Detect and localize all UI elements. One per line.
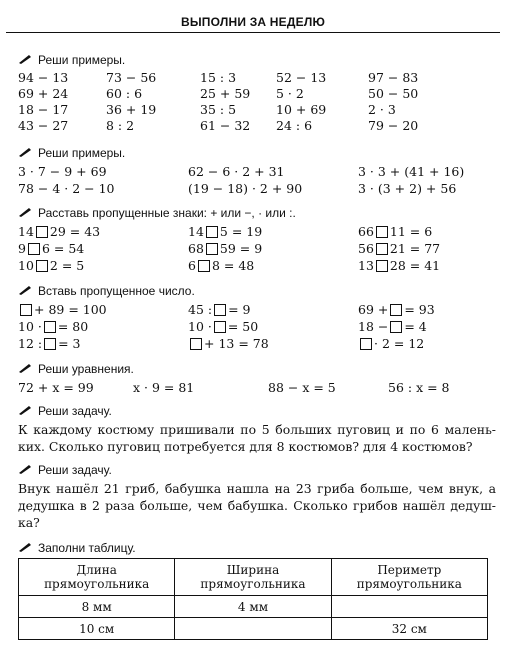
task-8-title: Заполни таблицу. xyxy=(38,541,136,555)
pencil-icon xyxy=(18,286,32,296)
pencil-icon xyxy=(18,543,32,553)
example: 3 · (3 + 2) + 56 xyxy=(358,181,457,196)
equation: 88 − x = 5 xyxy=(268,380,336,395)
example: 10 · = 80 xyxy=(18,319,89,334)
example: 78 − 4 · 2 − 10 xyxy=(18,181,115,196)
task-3-title: Расставь пропущенные знаки: + или −, · или :. xyxy=(38,206,296,220)
answer-box[interactable] xyxy=(44,338,56,350)
table-cell[interactable] xyxy=(331,596,487,618)
task-8 xyxy=(18,540,496,556)
page-title: ВЫПОЛНИ ЗА НЕДЕЛЮ xyxy=(180,15,326,29)
task-4-title: Вставь пропущенное число. xyxy=(38,284,195,298)
example: 10 2 = 5 xyxy=(18,258,85,273)
answer-box[interactable] xyxy=(376,260,388,272)
answer-box[interactable] xyxy=(206,243,218,255)
example: 66 11 = 6 xyxy=(358,224,433,239)
example: 69 + 24 xyxy=(18,86,69,101)
task-6-header xyxy=(18,403,496,419)
task-1-examples xyxy=(18,70,496,133)
answer-box[interactable] xyxy=(214,321,226,333)
example: 3 · 7 − 9 + 69 xyxy=(18,164,107,179)
answer-box[interactable] xyxy=(376,243,388,255)
task-8-header xyxy=(18,540,496,556)
pencil-icon xyxy=(18,208,32,218)
example: + 89 = 100 xyxy=(18,302,188,317)
example: 73 − 56 xyxy=(106,70,157,85)
pencil-icon xyxy=(18,364,32,374)
example: 94 − 13 xyxy=(18,70,69,85)
pencil-icon xyxy=(18,148,32,158)
table-header-row xyxy=(19,559,488,596)
example: 50 − 50 xyxy=(368,86,419,101)
answer-box[interactable] xyxy=(376,226,388,238)
rectangle-table xyxy=(18,558,488,640)
answer-box[interactable] xyxy=(198,260,210,272)
answer-box[interactable] xyxy=(36,260,48,272)
answer-box[interactable] xyxy=(390,304,402,316)
answer-box[interactable] xyxy=(20,304,32,316)
pencil-icon xyxy=(18,55,32,65)
answer-box[interactable] xyxy=(36,226,48,238)
example: 62 − 6 · 2 + 31 xyxy=(188,164,285,179)
answer-box[interactable] xyxy=(360,338,372,350)
task-3-header xyxy=(18,205,496,221)
example: 45 : = 9 xyxy=(188,302,251,317)
task-7-title: Реши задачу. xyxy=(38,463,112,477)
example: 8 : 2 xyxy=(106,118,135,133)
equation: 56 : x = 8 xyxy=(388,380,450,395)
task-6-text: К каждому костюму пришивали по 5 больших пуговиц и по 6 малень-ких. Сколько пуговиц потребуется для 8 костюмов? для 4 костюмов? xyxy=(18,422,496,454)
example: 12 : = 3 xyxy=(18,336,81,351)
pencil-icon xyxy=(18,406,32,416)
example: 6 8 = 48 xyxy=(188,258,255,273)
answer-box[interactable] xyxy=(190,338,202,350)
example: 24 : 6 xyxy=(276,118,313,133)
table-cell[interactable]: 10 см xyxy=(19,618,175,640)
example: (19 − 18) · 2 + 90 xyxy=(188,181,303,196)
table-cell[interactable] xyxy=(175,618,331,640)
task-2 xyxy=(18,145,496,196)
answer-box[interactable] xyxy=(44,321,56,333)
answer-box[interactable] xyxy=(214,304,226,316)
answer-box[interactable] xyxy=(28,243,40,255)
example: 56 21 = 77 xyxy=(358,241,441,256)
table-row xyxy=(19,596,488,618)
example: 61 − 32 xyxy=(200,118,251,133)
task-1-title: Реши примеры. xyxy=(38,53,126,67)
task-7-text: Внук нашёл 21 гриб, бабушка нашла на 23 гриба больше, чем внук, а дедушка в 2 раза больше, чем бабушка. Сколько грибов нашёл дедуш-ка? xyxy=(18,481,496,530)
task-6-title: Реши задачу. xyxy=(38,404,112,418)
example: · 2 = 12 xyxy=(358,336,506,351)
task-5-title: Реши уравнения. xyxy=(38,362,134,376)
example: 43 − 27 xyxy=(18,118,69,133)
table-cell[interactable]: 4 мм xyxy=(175,596,331,618)
task-2-title: Реши примеры. xyxy=(38,146,126,160)
table-cell[interactable]: 32 см xyxy=(331,618,487,640)
example: 52 − 13 xyxy=(276,70,327,85)
equation: x · 9 = 81 xyxy=(133,380,195,395)
example: 14 29 = 43 xyxy=(18,224,101,239)
task-3 xyxy=(18,205,496,273)
example: 36 + 19 xyxy=(106,102,157,117)
example: 10 + 69 xyxy=(276,102,327,117)
table-cell[interactable]: 8 мм xyxy=(19,596,175,618)
example: 18 − 17 xyxy=(18,102,69,117)
example: 97 − 83 xyxy=(368,70,419,85)
answer-box[interactable] xyxy=(390,321,402,333)
task-5-header xyxy=(18,361,496,377)
example: 60 : 6 xyxy=(106,86,143,101)
example: 25 + 59 xyxy=(200,86,251,101)
task-6 xyxy=(18,403,496,455)
example: + 13 = 78 xyxy=(188,336,358,351)
task-4 xyxy=(18,283,496,351)
task-2-header xyxy=(18,145,496,161)
answer-box[interactable] xyxy=(206,226,218,238)
table-header: Ширина прямоугольника xyxy=(175,559,331,596)
example: 35 : 5 xyxy=(200,102,237,117)
example: 18 − = 4 xyxy=(358,319,427,334)
task-4-header xyxy=(18,283,496,299)
example: 69 + = 93 xyxy=(358,302,435,317)
task-5-equations xyxy=(18,380,496,395)
example: 15 : 3 xyxy=(200,70,237,85)
example: 5 · 2 xyxy=(276,86,304,101)
task-3-examples xyxy=(18,224,496,273)
task-5 xyxy=(18,361,496,395)
example: 2 · 3 xyxy=(368,102,396,117)
task-2-examples xyxy=(18,164,496,196)
example: 79 − 20 xyxy=(368,118,419,133)
task-1 xyxy=(18,52,496,133)
task-7 xyxy=(18,462,496,531)
example: 3 · 3 + (41 + 16) xyxy=(358,164,465,179)
table-row xyxy=(19,618,488,640)
task-7-header xyxy=(18,462,496,478)
task-1-header xyxy=(18,52,496,68)
example: 68 59 = 9 xyxy=(188,241,263,256)
page-header xyxy=(6,6,500,33)
example: 9 6 = 54 xyxy=(18,241,85,256)
equation: 72 + x = 99 xyxy=(18,380,94,395)
example: 14 5 = 19 xyxy=(188,224,263,239)
table-header: Периметр прямоугольника xyxy=(331,559,487,596)
example: 13 28 = 41 xyxy=(358,258,441,273)
example: 10 · = 50 xyxy=(188,319,259,334)
table-header: Длина прямоугольника xyxy=(19,559,175,596)
task-4-examples xyxy=(18,302,496,351)
pencil-icon xyxy=(18,465,32,475)
